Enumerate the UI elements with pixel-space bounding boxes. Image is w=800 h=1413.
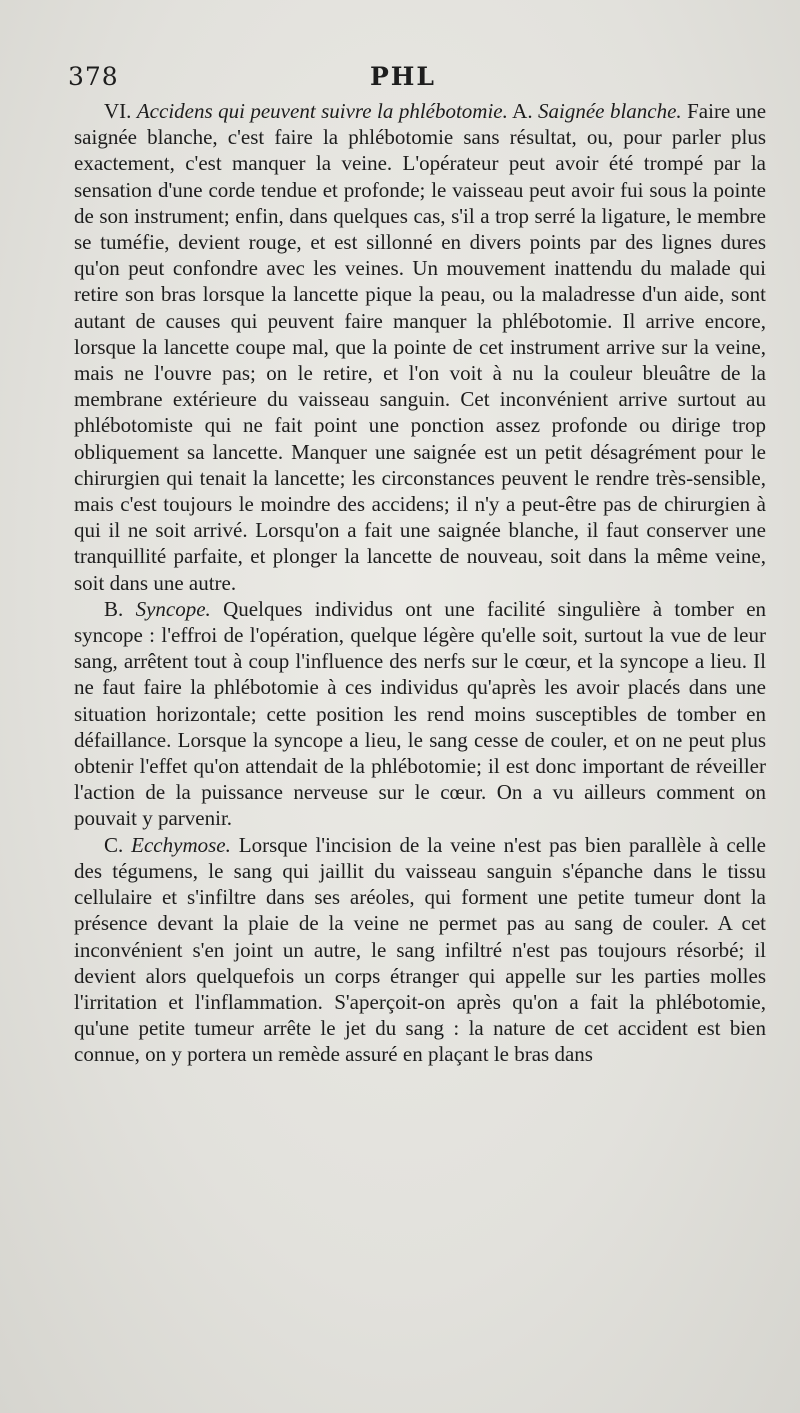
section-heading: Accidens qui peuvent suivre la phlébotomie. bbox=[136, 99, 508, 123]
page-number: 378 bbox=[68, 62, 119, 91]
page-header bbox=[66, 62, 766, 98]
paragraph-saignee-blanche bbox=[74, 98, 766, 596]
subsection-title: Saignée blanche. bbox=[538, 99, 682, 123]
paragraph-text: Quelques individus ont une facilité singulière à tomber en syncope : l'effroi de l'opération, quelque légère qu'elle soit, surtout la vue de leur sang, arrêtent tout à coup l'influence des nerfs sur le cœur, et la syncope a lieu. Il ne faut faire la phlébotomie à ces individus qu'après les avoir placés dans une situation horizontale; cette position les rend moins susceptibles de tomber en défaillance. Lorsque la syncope a lieu, le sang cesse de couler, et on ne peut plus obtenir l'effet qu'on attendait de la phlébotomie; il est donc important de réveiller l'action de la puissance nerveuse sur le cœur. On a vu ailleurs comment on pouvait y parvenir. bbox=[74, 596, 767, 831]
subsection-label: B. bbox=[104, 596, 124, 621]
subsection-label: C. bbox=[104, 832, 124, 857]
running-head: PHL bbox=[370, 62, 436, 91]
subsection-label: A. bbox=[512, 99, 533, 123]
paragraph-ecchymose bbox=[74, 832, 766, 1068]
paragraph-text: Faire une saignée blanche, c'est faire la phlébotomie sans résultat, ou, pour parler plus exactement, c'est manquer la veine. L'opérateur peut avoir été trompé par la sensation d'une corde tendue et profonde; le vaisseau peut avoir fui sous la pointe de son instrument; enfin, dans quelques cas, s'il a trop serré la ligature, le membre se tuméfie, devient rouge, et est sillonné en divers points par des lignes dures qu'on peut confondre avec les veines. Un mouvement inattendu du malade qui retire son bras lorsque la lancette pique la peau, ou la maladresse d'un aide, sont autant de causes qui peuvent faire manquer la phlébotomie. Il arrive encore, lorsque la lancette coupe mal, que la pointe de cet instrument arrive sur la veine, mais ne l'ouvre pas; on le retire, et l'on voit à nu la couleur bleuâtre de la membrane extérieure du vaisseau sanguin. Cet inconvénient arrive surtout au phlébotomiste qui ne fait point une ponction assez profonde ou dirige trop obliquement sa lancette. Manquer une saignée est un petit désagrément pour le chirurgien qui tenait la lancette; les circonstances peuvent le rendre très-sensible, mais c'est toujours le moindre des accidens; il n'y a peut-être pas de chirurgien à qui il ne soit arrivé. Lorsqu'on a fait une saignée blanche, il faut conserver une tranquillité parfaite, et plonger la lancette de nouveau, soit dans la même veine, soit dans une autre. bbox=[74, 99, 767, 595]
subsection-title: Syncope. bbox=[135, 596, 211, 621]
body-text bbox=[74, 98, 766, 1068]
section-numeral: VI. bbox=[104, 99, 132, 123]
subsection-title: Ecchymose. bbox=[131, 832, 231, 857]
paragraph-text: Lorsque l'incision de la veine n'est pas bien parallèle à celle des tégumens, le sang qui jaillit du vaisseau sanguin s'épanche dans le tissu cellulaire et s'infiltre dans ses aréoles, qui forment une petite tumeur dont la présence devant la plaie de la veine ne permet pas au sang de couler. A cet inconvénient s'en joint un autre, le sang infiltré n'est pas toujours résorbé; il devient alors quelquefois un corps étranger qui appelle sur les parties molles l'irritation et l'inflammation. S'aperçoit-on après qu'on a fait la phlébotomie, qu'une petite tumeur arrête le jet du sang : la nature de cet accident est bien connue, on y portera un remède assuré en plaçant le bras dans bbox=[74, 832, 767, 1067]
paragraph-syncope bbox=[74, 596, 766, 832]
